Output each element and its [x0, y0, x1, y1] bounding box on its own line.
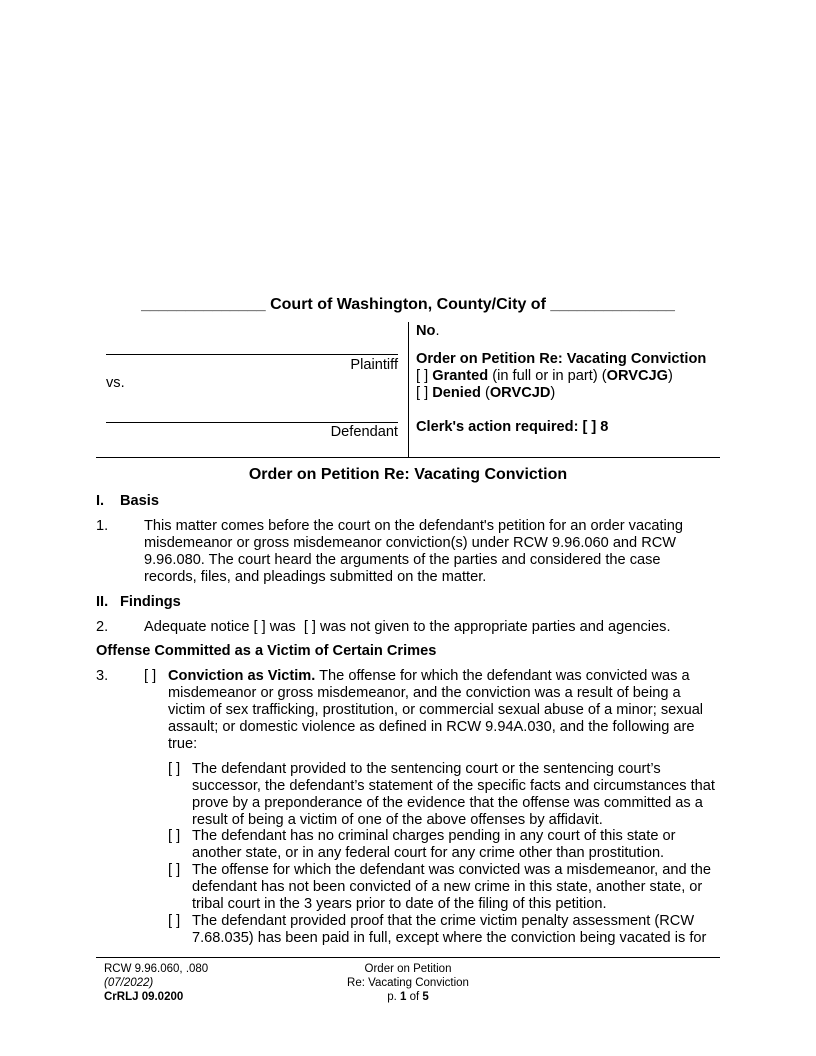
condition-line: The defendant provided to the sentencing court or the sentencing court’s	[192, 761, 661, 777]
county-blank: ______________	[550, 296, 675, 313]
caption-bottom-rule	[96, 457, 720, 458]
item-3-number: 3.	[96, 668, 109, 684]
conviction-victim-checkbox[interactable]: [ ]	[144, 668, 157, 684]
condition-4-text	[192, 913, 724, 947]
footer-center	[308, 962, 508, 1004]
denied-close: )	[550, 385, 556, 401]
condition-2-checkbox[interactable]: [ ]	[168, 828, 181, 844]
condition-3-checkbox[interactable]: [ ]	[168, 862, 181, 878]
page-number: p. 1 of 5	[387, 991, 429, 1003]
condition-line: another state, or in any federal court for any crime other than prostitution.	[192, 845, 665, 861]
granted-close: )	[667, 368, 673, 384]
plaintiff-label: Plaintiff	[350, 357, 398, 373]
item-3-line: true:	[168, 736, 198, 752]
vs-label: vs.	[106, 375, 125, 391]
document-title: Order on Petition Re: Vacating Conviction	[248, 466, 568, 483]
caption-order-title: Order on Petition Re: Vacating Conviction	[416, 351, 707, 367]
item-1-line: This matter comes before the court on the defendant's petition for an order vacating	[144, 518, 684, 534]
footer-rule	[96, 957, 720, 958]
condition-line: The offense for which the defendant was convicted was a misdemeanor, and the	[192, 862, 711, 878]
defendant-label: Defendant	[330, 424, 398, 440]
case-number-label: No	[416, 323, 436, 339]
section-1-number: I.	[96, 493, 105, 509]
footer-statute: RCW 9.96.060, .080	[104, 963, 209, 975]
condition-line: The defendant has no criminal charges pending in any court of this state or	[192, 828, 676, 844]
page-total: 5	[422, 991, 429, 1003]
granted-option	[416, 368, 673, 385]
court-caption-heading	[96, 296, 720, 313]
item-1-line: misdemeanor or gross misdemeanor conviction(s) under RCW 9.96.060 and RCW	[144, 535, 677, 551]
court-blank-left: ______________	[141, 296, 266, 313]
section-2-number: II.	[96, 594, 109, 610]
denied-code: ORVCJD	[489, 385, 551, 401]
item-3-text	[168, 668, 720, 753]
page-current: 1	[400, 991, 407, 1003]
court-name-label: Court of Washington, County/City of	[270, 296, 546, 313]
denied-checkbox[interactable]: [ ]	[416, 385, 429, 401]
denied-option	[416, 385, 555, 402]
item-2-number: 2.	[96, 619, 109, 635]
defendant-line	[106, 422, 398, 423]
condition-line: 7.68.035) has been paid in full, except where the conviction being vacated is for	[192, 930, 707, 946]
item-1-line: 9.96.080. The court heard the arguments of the parties and considered the case	[144, 552, 661, 568]
condition-line: successor, the defendant’s statement of the specific facts and circumstances that	[192, 778, 715, 794]
footer-date: (07/2022)	[104, 977, 154, 989]
condition-line: prove by a preponderance of the evidence that the offense was committed as a	[192, 795, 703, 811]
condition-1-text	[192, 761, 724, 829]
conviction-victim-label: Conviction as Victim.	[168, 668, 316, 684]
granted-label: Granted	[432, 368, 489, 384]
denied-open: (	[484, 385, 490, 401]
notice-finding: Adequate notice [ ] was [ ] was not given to the appropriate parties and agencies.	[144, 619, 671, 635]
footer-left	[104, 962, 208, 1004]
granted-checkbox[interactable]: [ ]	[416, 368, 429, 384]
item-3-line: victim of sex trafficking, prostitution, or commercial sexual abuse of a minor; sexual	[168, 702, 704, 718]
condition-line: defendant has not been convicted of a new crime in this state, another state, or	[192, 879, 703, 895]
case-number-period: .	[435, 323, 440, 339]
condition-line: result of being a victim of one of the above offenses by affidavit.	[192, 812, 603, 828]
condition-line: The defendant provided proof that the crime victim penalty assessment (RCW	[192, 913, 695, 929]
clerk-action: Clerk's action required: [ ] 8	[416, 419, 609, 435]
footer-center-line1: Order on Petition	[364, 963, 452, 975]
condition-2-text	[192, 828, 724, 862]
offense-heading: Offense Committed as a Victim of Certain Crimes	[96, 643, 437, 659]
case-number	[416, 323, 440, 340]
condition-line: tribal court in the 3 years prior to date of the filing of this petition.	[192, 896, 607, 912]
item-3-line: misdemeanor or gross misdemeanor, and the conviction was a result of being a	[168, 685, 681, 701]
item-1-number: 1.	[96, 518, 109, 534]
item-1-line: records, files, and pleadings submitted on the matter.	[144, 569, 487, 585]
section-2-heading: Findings	[120, 594, 181, 610]
condition-4-checkbox[interactable]: [ ]	[168, 913, 181, 929]
caption-divider	[408, 322, 409, 457]
granted-code: ORVCJG	[606, 368, 668, 384]
footer-center-line2: Re: Vacating Conviction	[347, 977, 469, 989]
condition-3-text	[192, 862, 724, 913]
denied-label: Denied	[432, 385, 481, 401]
section-1-heading: Basis	[120, 493, 159, 509]
item-1-text	[144, 518, 704, 586]
granted-note: (in full or in part) (	[492, 368, 607, 384]
item-3-line: Conviction as Victim. The offense for which the defendant was convicted was a	[168, 668, 690, 684]
plaintiff-line	[106, 354, 398, 355]
footer-form-id: CrRLJ 09.0200	[104, 991, 184, 1003]
item-3-line: assault; or domestic violence as defined in RCW 9.94A.030, and the following are	[168, 719, 695, 735]
condition-1-checkbox[interactable]: [ ]	[168, 761, 181, 777]
